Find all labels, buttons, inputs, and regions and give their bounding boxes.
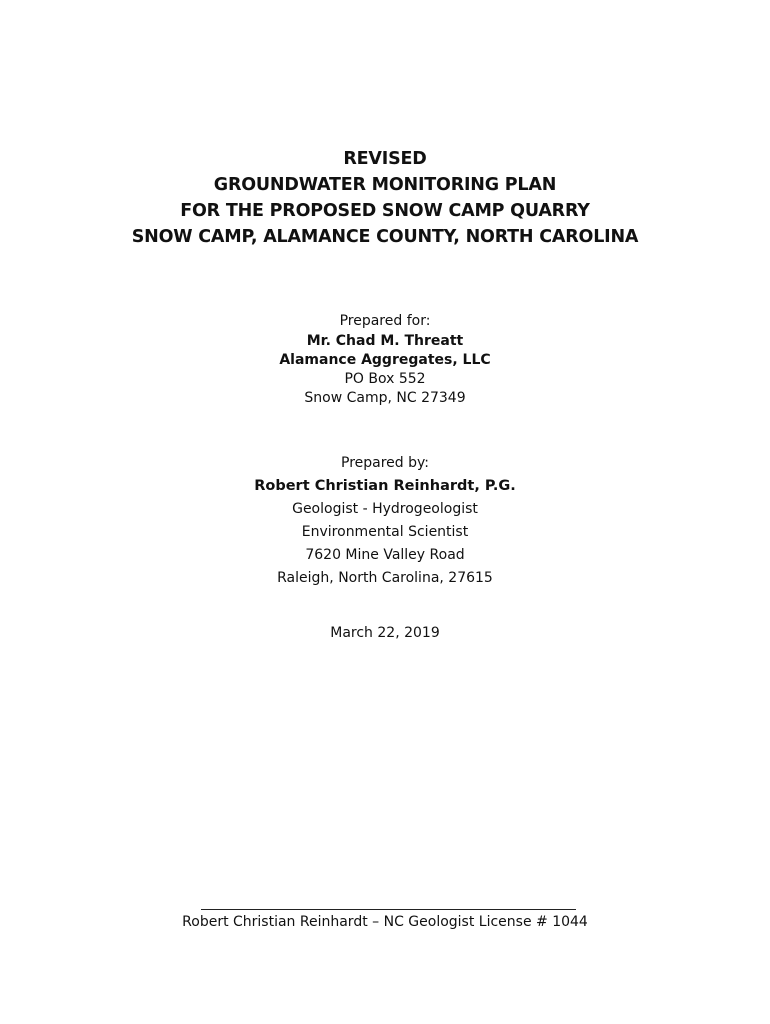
document-title (0, 146, 770, 250)
prepared-by-block (0, 452, 770, 590)
recipient-address-line-2: Snow Camp, NC 27349 (304, 390, 466, 406)
prepared-by-label: Prepared by: (341, 455, 429, 471)
title-line-revised: REVISED (343, 149, 427, 169)
document-date: March 22, 2019 (330, 625, 440, 641)
title-line-plan: GROUNDWATER MONITORING PLAN (213, 175, 557, 195)
preparer-role-2: Environmental Scientist (301, 524, 469, 540)
preparer-name: Robert Christian Reinhardt, P.G. (254, 478, 516, 494)
preparer-address-line-1: 7620 Mine Valley Road (305, 547, 465, 563)
preparer-role-1: Geologist - Hydrogeologist (292, 501, 478, 517)
recipient-address-line-1: PO Box 552 (344, 371, 426, 387)
prepared-for-label: Prepared for: (339, 313, 431, 329)
preparer-address-line-2: Raleigh, North Carolina, 27615 (277, 570, 493, 586)
recipient-company: Alamance Aggregates, LLC (279, 352, 491, 368)
recipient-name: Mr. Chad M. Threatt (306, 333, 464, 349)
title-line-location: SNOW CAMP, ALAMANCE COUNTY, NORTH CAROLINA (131, 227, 639, 247)
prepared-for-block (0, 311, 770, 408)
signature-caption: Robert Christian Reinhardt – NC Geologist License # 1044 (182, 914, 588, 930)
title-line-project: FOR THE PROPOSED SNOW CAMP QUARRY (180, 201, 590, 221)
signature-line (201, 909, 576, 910)
